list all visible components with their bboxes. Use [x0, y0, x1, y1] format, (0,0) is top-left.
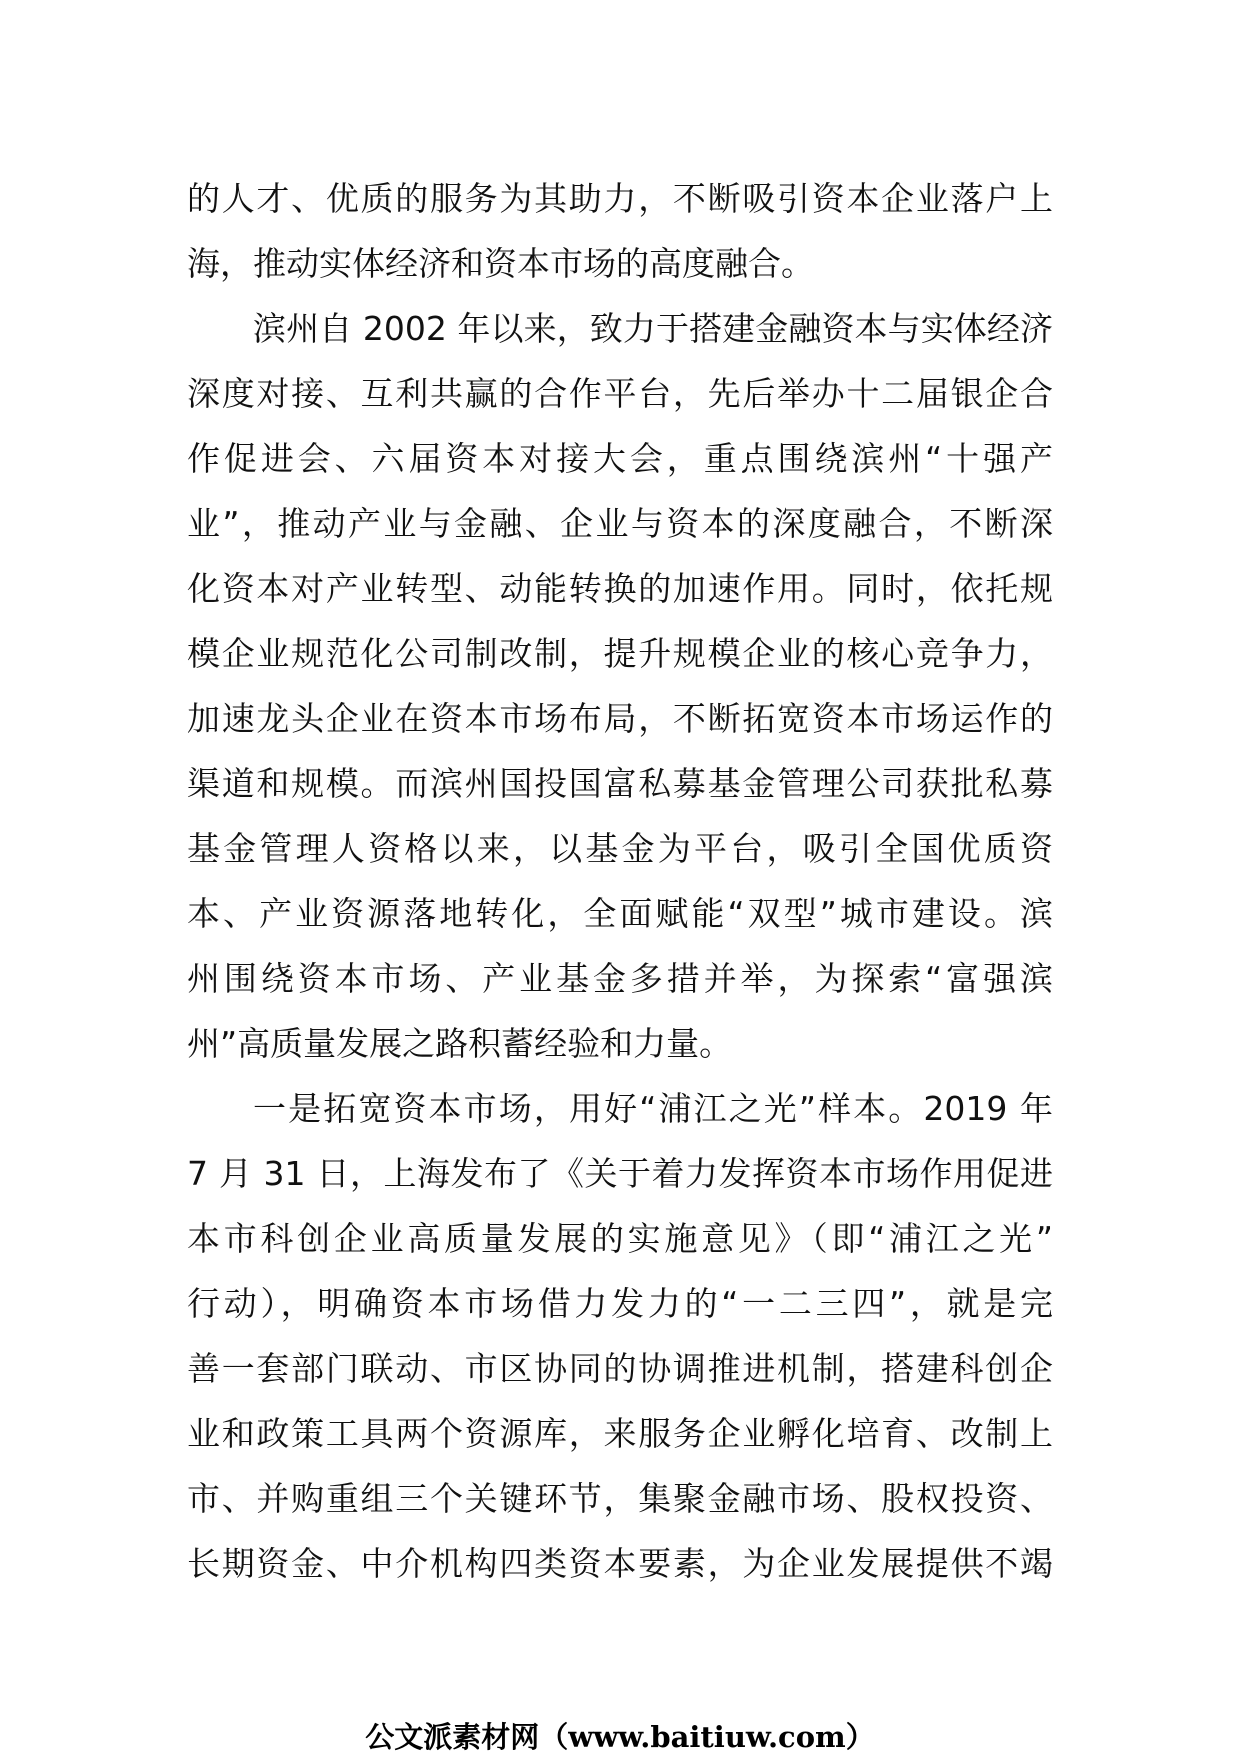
paragraph-2-line: 渠道和规模。而滨州国投国富私募基金管理公司获批私募 [187, 764, 1053, 803]
paragraph-2-line: 基金管理人资格以来，以基金为平台，吸引全国优质资 [187, 829, 1053, 868]
paragraph-3-line: 业和政策工具两个资源库，来服务企业孵化培育、改制上 [187, 1414, 1053, 1453]
paragraph-2-line: 化资本对产业转型、动能转换的加速作用。同时，依托规 [187, 569, 1053, 608]
paragraph-1-line: 的人才、优质的服务为其助力，不断吸引资本企业落户上 [187, 179, 1053, 218]
footer-watermark: 公文派素材网（www.baitiuw.com） [365, 1720, 875, 1754]
paragraph-3-line: 行动），明确资本市场借力发力的“一二三四”，就是完 [187, 1284, 1053, 1323]
paragraph-2-line: 本、产业资源落地转化，全面赋能“双型”城市建设。滨 [187, 894, 1053, 933]
paragraph-3-line: 市、并购重组三个关键环节，集聚金融市场、股权投资、 [187, 1479, 1053, 1518]
paragraph-3-line: 善一套部门联动、市区协同的协调推进机制，搭建科创企 [187, 1349, 1053, 1388]
paragraph-3-line: 长期资金、中介机构四类资本要素，为企业发展提供不竭 [187, 1544, 1053, 1583]
paragraph-2-line: 滨州自 2002 年以来，致力于搭建金融资本与实体经济 [253, 309, 1053, 348]
paragraph-3-line: 7 月 31 日，上海发布了《关于着力发挥资本市场作用促进 [187, 1154, 1053, 1193]
paragraph-2-line: 加速龙头企业在资本市场布局，不断拓宽资本市场运作的 [187, 699, 1053, 738]
paragraph-2-line: 模企业规范化公司制改制，提升规模企业的核心竞争力， [187, 634, 1053, 673]
paragraph-2-line: 州”高质量发展之路积蓄经验和力量。 [187, 1024, 733, 1063]
body-text [187, 166, 1053, 1596]
paragraph-2-line: 州围绕资本市场、产业基金多措并举，为探索“富强滨 [187, 959, 1053, 998]
paragraph-3-line: 一是拓宽资本市场，用好“浦江之光”样本。2019 年 [253, 1089, 1053, 1128]
paragraph-2-line: 深度对接、互利共赢的合作平台，先后举办十二届银企合 [187, 374, 1053, 413]
paragraph-3-line: 本市科创企业高质量发展的实施意见》（即“浦江之光” [187, 1219, 1053, 1258]
paragraph-1-line: 海，推动实体经济和资本市场的高度融合。 [187, 244, 814, 283]
paragraph-2-line: 业”，推动产业与金融、企业与资本的深度融合，不断深 [187, 504, 1053, 543]
paragraph-2-line: 作促进会、六届资本对接大会，重点围绕滨州“十强产 [187, 439, 1053, 478]
